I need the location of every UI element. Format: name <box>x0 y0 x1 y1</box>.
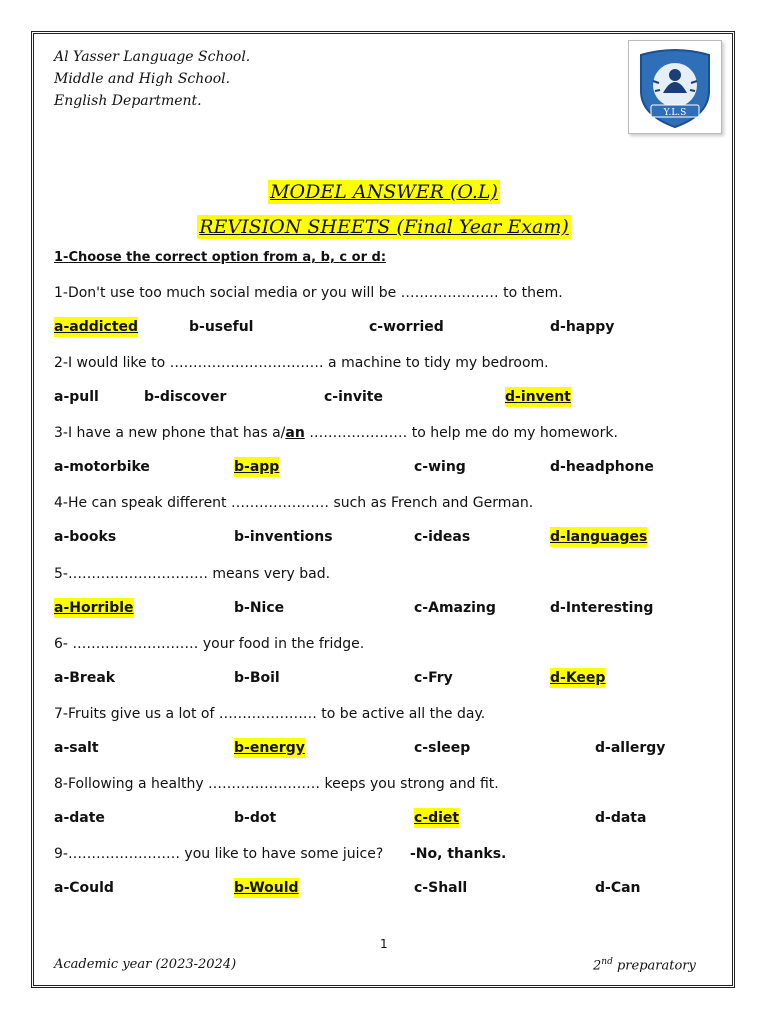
logo-text: Y.L.S <box>663 108 687 118</box>
option-1d: d-happy <box>550 319 615 335</box>
question-7: 7-Fruits give us a lot of ………………… to be active all the day. <box>54 706 486 722</box>
academic-year: Academic year (2023-2024) <box>54 957 237 972</box>
grade-suffix: nd <box>601 957 613 967</box>
options-6 <box>0 668 768 688</box>
option-3b: b-app <box>234 459 280 475</box>
title-line-2 <box>0 215 768 239</box>
option-5d: d-Interesting <box>550 600 654 616</box>
department: English Department. <box>54 93 202 109</box>
grade-text: preparatory <box>612 958 696 974</box>
question-3-end: ………………… to help me do my homework. <box>304 425 618 441</box>
question-5: 5-………………………… means very bad. <box>54 566 331 582</box>
option-3c: c-wing <box>414 459 466 475</box>
option-6c: c-Fry <box>414 670 453 686</box>
options-1 <box>0 317 768 337</box>
question-3 <box>54 423 618 443</box>
option-6d: d-Keep <box>550 670 606 686</box>
title-revision-sheets: REVISION SHEETS (Final Year Exam) <box>199 216 569 238</box>
options-3 <box>0 457 768 477</box>
option-1b: b-useful <box>189 319 254 335</box>
grade-number: 2 <box>593 958 602 974</box>
page-number: 1 <box>380 937 388 951</box>
option-8b: b-dot <box>234 810 277 826</box>
option-4d: d-languages <box>550 529 648 545</box>
options-9 <box>0 878 768 898</box>
option-8d: d-data <box>595 810 647 826</box>
option-2c: c-invite <box>324 389 383 405</box>
school-name: Al Yasser Language School. <box>54 49 251 65</box>
option-7a: a-salt <box>54 740 99 756</box>
option-6b: b-Boil <box>234 670 280 686</box>
option-4a: a-books <box>54 529 117 545</box>
option-6a: a-Break <box>54 670 116 686</box>
option-8a: a-date <box>54 810 105 826</box>
option-1c: c-worried <box>369 319 444 335</box>
option-4c: c-ideas <box>414 529 471 545</box>
question-2: 2-I would like to …………………………… a machine to tidy my bedroom. <box>54 355 549 371</box>
option-8c: c-diet <box>414 810 460 826</box>
option-5c: c-Amazing <box>414 600 496 616</box>
question-9-text: 9-…………………… you like to have some juice? <box>54 846 384 862</box>
options-2 <box>0 387 768 407</box>
option-7c: c-sleep <box>414 740 471 756</box>
option-4b: b-inventions <box>234 529 333 545</box>
option-9c: c-Shall <box>414 880 468 896</box>
question-9 <box>54 844 383 864</box>
options-8 <box>0 808 768 828</box>
question-1: 1-Don't use too much social media or you will be ………………… to them. <box>54 285 563 301</box>
option-9a: a-Could <box>54 880 114 896</box>
option-3a: a-motorbike <box>54 459 150 475</box>
question-3-underlined: an <box>285 425 305 441</box>
options-5 <box>0 598 768 618</box>
option-9b: b-Would <box>234 880 299 896</box>
option-5b: b-Nice <box>234 600 285 616</box>
school-level: Middle and High School. <box>54 71 231 87</box>
option-5a: a-Horrible <box>54 600 134 616</box>
title-line-1 <box>0 180 768 204</box>
question-8: 8-Following a healthy …………………… keeps you strong and fit. <box>54 776 499 792</box>
question-3-start: 3-I have a new phone that has a/ <box>54 425 286 441</box>
grade-label <box>593 957 696 973</box>
question-4: 4-He can speak different ………………… such as French and German. <box>54 495 534 511</box>
option-2b: b-discover <box>144 389 227 405</box>
options-7 <box>0 738 768 758</box>
option-7b: b-energy <box>234 740 305 756</box>
question-6: 6- ……………………… your food in the fridge. <box>54 636 365 652</box>
option-7d: d-allergy <box>595 740 666 756</box>
option-3d: d-headphone <box>550 459 654 475</box>
option-9d: d-Can <box>595 880 641 896</box>
option-1a: a-addicted <box>54 319 139 335</box>
section-heading: 1-Choose the correct option from a, b, c or d: <box>54 250 387 265</box>
options-4 <box>0 527 768 547</box>
question-9-reply: -No, thanks. <box>410 846 507 862</box>
school-logo <box>628 40 722 134</box>
school-header <box>54 46 250 112</box>
title-model-answer: MODEL ANSWER (O.L) <box>270 181 498 203</box>
option-2a: a-pull <box>54 389 99 405</box>
option-2d: d-invent <box>505 389 571 405</box>
